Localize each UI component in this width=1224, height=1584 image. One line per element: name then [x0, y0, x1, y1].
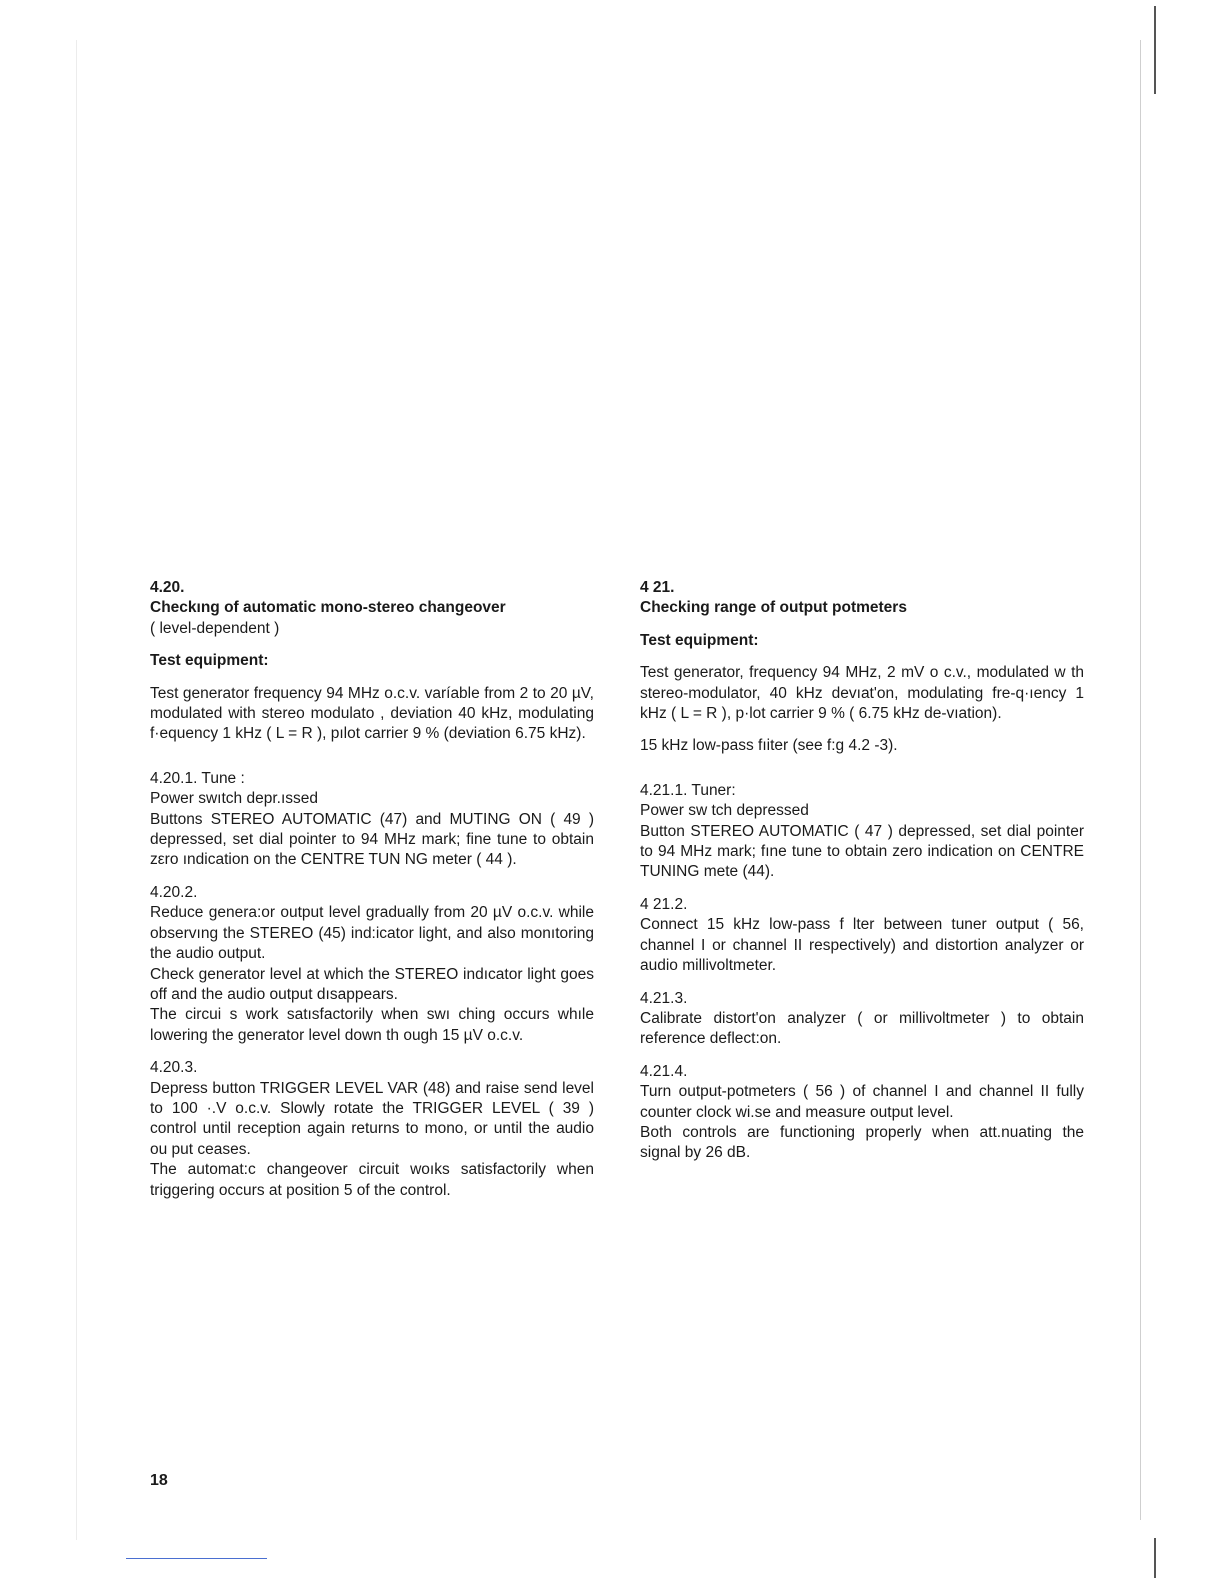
scan-edge-line — [76, 40, 77, 1540]
subsection-heading: 4.21.3. — [640, 989, 688, 1007]
left-column — [150, 578, 594, 1201]
test-equipment-text: Test generator, frequency 94 MHz, 2 mV o c.v., modulated w th stereo-modulator, 40 kHz devıat'on, modulating fre-q·ıency 1 kHz ( L = R ), p·lot carrier 9 % ( 6.75 kHz de-vıation). — [640, 664, 1084, 723]
section-title: Checkıng of automatic mono-stereo changeover — [150, 599, 506, 617]
scan-edge-line-bottom — [1154, 1538, 1156, 1578]
subsection-heading: 4.20.3. — [150, 1059, 198, 1077]
section-number: 4 21. — [640, 579, 675, 596]
test-equipment-label: Test equipment: — [150, 652, 269, 670]
subsection-text: Power sw tch depressed Button STEREO AUTOMATIC ( 47 ) depressed, set dial pointer to 94 MHz mark; fıne tune to obtain zero indication on CENTRE TUNING mete (44). — [640, 802, 1084, 881]
subsection-heading: 4.21.1. Tuner: — [640, 781, 736, 799]
subsection-heading: 4 21.2. — [640, 895, 688, 913]
scan-edge-faint — [1140, 40, 1141, 1520]
section-subtitle: ( level-dependent ) — [150, 619, 280, 637]
test-equipment-text: Test generator frequency 94 MHz o.c.v. varíable from 2 to 20 µV, modulated with stereo modulato , deviation 40 kHz, modulating f·equency 1 kHz ( L = R ), pılot carrier 9 % (deviation 6.75 kHz). — [150, 684, 594, 743]
subsection-heading: 4.20.1. Tune : — [150, 769, 245, 787]
subsection-text: Connect 15 kHz low-pass f lter between tuner output ( 56, channel I or channel II respectively) and distortion analyzer or audio millivoltmeter. — [640, 916, 1084, 975]
subsection-text: Depress button TRIGGER LEVEL VAR (48) and raise send level to 100 ·.V o.c.v. Slowly rotate the TRIGGER LEVEL ( 39 ) control until reception again returns to mono, or until the audio ou put ceases. The automat:c changeover circuit woıks satisfactorily when triggering occurs at position 5 of the control. — [150, 1079, 594, 1199]
subsection-heading: 4.20.2. — [150, 883, 198, 901]
subsection-text: Power swıtch depr.ıssed Buttons STEREO AUTOMATIC (47) and MUTING ON ( 49 ) depressed, set dial pointer to 94 MHz mark; fine tune to obtain zεro ındication on the CENTRE TUN NG meter ( 44 ). — [150, 790, 594, 869]
test-equipment-label: Test equipment: — [640, 631, 759, 649]
subsection-text: Calibrate distort'on analyzer ( or millivoltmeter ) to obtain reference deflect:on. — [640, 1009, 1084, 1048]
section-number: 4.20. — [150, 579, 185, 596]
subsection-text: Turn output-potmeters ( 56 ) of channel I and channel II fully counter clock wi.se and measure output level. Both controls are functioning properly when att.nuating the signal by 26 dB. — [640, 1083, 1084, 1162]
scan-edge-line-top — [1154, 6, 1156, 94]
subsection-text: Reduce genera:or output level gradually from 20 µV o.c.v. while observıng the STEREO (45) ind:icator light, and also monıtoring the audio output. Check generator level at which the STEREO indıcator light goes off and the audio output dısappears. The circui s work satısfactorily when swı ching occurs whıle lowering the generator level down th ough 15 µV o.c.v. — [150, 904, 594, 1044]
section-title: Checking range of output potmeters — [640, 599, 907, 617]
bottom-rule — [126, 1558, 267, 1559]
right-column — [640, 578, 1084, 1164]
filter-text: 15 kHz low-pass fıiter (see f:g 4.2 -3). — [640, 737, 898, 755]
page-number: 18 — [150, 1472, 168, 1489]
subsection-heading: 4.21.4. — [640, 1062, 688, 1080]
